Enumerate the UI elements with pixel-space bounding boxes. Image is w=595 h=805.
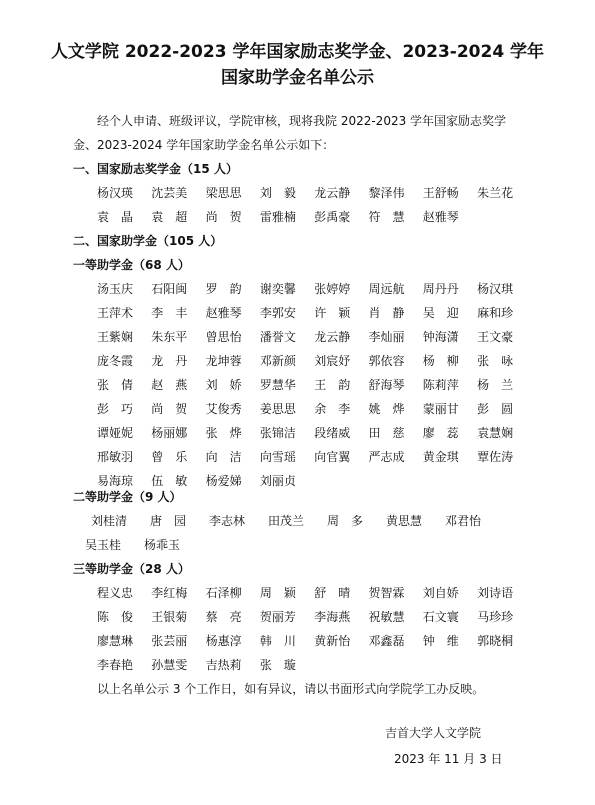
name-row — [0, 207, 595, 227]
recipient-name: 雷雅楠 — [259, 210, 296, 224]
recipient-name: 罗 韵 — [205, 282, 242, 296]
recipient-name: 周丹丹 — [422, 282, 459, 296]
recipient-name: 朱东平 — [151, 330, 188, 344]
recipient-name: 李郭安 — [259, 306, 296, 320]
recipient-name: 刘 娇 — [205, 378, 242, 392]
recipient-name: 钟海潇 — [422, 330, 459, 344]
recipient-name: 张 咏 — [477, 354, 514, 368]
recipient-name: 刘桂清 — [91, 514, 128, 528]
recipient-name: 石阳闽 — [151, 282, 188, 296]
document-title-line-1: 人文学院 2022-2023 学年国家励志奖学金、2023-2024 学年 — [50, 42, 545, 62]
recipient-name: 黄新怡 — [314, 634, 351, 648]
recipient-name: 李志林 — [209, 514, 246, 528]
recipient-name: 李红梅 — [151, 586, 188, 600]
name-row — [0, 631, 595, 651]
recipient-name: 李 丰 — [151, 306, 188, 320]
recipient-name: 蔡 亮 — [205, 610, 242, 624]
recipient-name: 龙坤蓉 — [205, 354, 242, 368]
recipient-name: 刘丽贞 — [259, 474, 296, 488]
recipient-name: 蒙丽甘 — [422, 402, 459, 416]
recipient-name: 潘誉文 — [259, 330, 296, 344]
name-row — [0, 655, 595, 675]
recipient-name: 王 韵 — [314, 378, 351, 392]
recipient-name: 周 颖 — [259, 586, 296, 600]
recipient-name: 曾思怡 — [205, 330, 242, 344]
recipient-name: 王萍术 — [97, 306, 134, 320]
recipient-name: 王舒畅 — [422, 186, 459, 200]
recipient-name: 田茂兰 — [268, 514, 305, 528]
recipient-name: 陈 俊 — [97, 610, 134, 624]
name-row — [0, 447, 595, 467]
recipient-name: 王文豪 — [477, 330, 514, 344]
recipient-name: 杨汉瑛 — [97, 186, 134, 200]
recipient-name: 汤玉庆 — [97, 282, 134, 296]
recipient-name: 庞冬霞 — [97, 354, 134, 368]
recipient-name: 吴玉桂 — [85, 538, 122, 552]
recipient-name: 刘自娇 — [422, 586, 459, 600]
recipient-name: 伍 敏 — [151, 474, 188, 488]
grant-heading: 二、国家助学金（105 人） — [73, 234, 223, 248]
name-row — [0, 279, 595, 299]
name-row — [0, 351, 595, 371]
recipient-name: 尚 贺 — [205, 210, 242, 224]
recipient-name: 石文寰 — [422, 610, 459, 624]
recipient-name: 袁 超 — [151, 210, 188, 224]
recipient-name: 尚 贺 — [151, 402, 188, 416]
recipient-name: 向官翼 — [314, 450, 351, 464]
recipient-name: 黄思慧 — [386, 514, 423, 528]
recipient-name: 艾俊秀 — [205, 402, 242, 416]
recipient-name: 王银菊 — [151, 610, 188, 624]
recipient-name: 韩 川 — [259, 634, 296, 648]
name-row — [0, 327, 595, 347]
recipient-name: 吉热莉 — [205, 658, 242, 672]
recipient-name: 张芸丽 — [151, 634, 188, 648]
recipient-name: 赵雅琴 — [422, 210, 459, 224]
name-row — [0, 423, 595, 443]
signature-org: 吉首大学人文学院 — [385, 726, 482, 740]
recipient-name: 彭 巧 — [97, 402, 134, 416]
recipient-name: 杨丽娜 — [151, 426, 188, 440]
recipient-name: 郭依容 — [368, 354, 405, 368]
recipient-name: 邓君怡 — [445, 514, 482, 528]
recipient-name: 袁慧娴 — [477, 426, 514, 440]
name-row — [0, 183, 595, 203]
recipient-name: 赵 燕 — [151, 378, 188, 392]
recipient-name: 邢敏羽 — [97, 450, 134, 464]
third-class-heading: 三等助学金（28 人） — [73, 562, 190, 576]
recipient-name: 余 李 — [314, 402, 351, 416]
recipient-name: 彭 圆 — [477, 402, 514, 416]
recipient-name: 杨 兰 — [477, 378, 514, 392]
recipient-name: 李海燕 — [314, 610, 351, 624]
recipient-name: 姚 烨 — [368, 402, 405, 416]
recipient-name: 周远航 — [368, 282, 405, 296]
name-row — [0, 535, 595, 555]
recipient-name: 覃佐涛 — [477, 450, 514, 464]
intro-line-2: 金、2023-2024 学年国家助学金名单公示如下： — [73, 138, 335, 152]
recipient-name: 姜思思 — [259, 402, 296, 416]
recipient-name: 孙慧雯 — [151, 658, 188, 672]
recipient-name: 梁思思 — [205, 186, 242, 200]
recipient-name: 张 璇 — [259, 658, 296, 672]
recipient-name: 李春艳 — [97, 658, 134, 672]
recipient-name: 龙 丹 — [151, 354, 188, 368]
recipient-name: 廖 蕊 — [422, 426, 459, 440]
recipient-name: 向 洁 — [205, 450, 242, 464]
name-row — [0, 511, 595, 531]
recipient-name: 严志成 — [368, 450, 405, 464]
recipient-name: 赵雅琴 — [205, 306, 242, 320]
recipient-name: 刘宸妤 — [314, 354, 351, 368]
document-title-line-2: 国家助学金名单公示 — [221, 68, 374, 88]
recipient-name: 杨汉琪 — [477, 282, 514, 296]
recipient-name: 钟 维 — [422, 634, 459, 648]
recipient-name: 贺智霖 — [368, 586, 405, 600]
second-class-heading: 二等助学金（9 人） — [73, 490, 182, 504]
recipient-name: 袁 晶 — [97, 210, 134, 224]
recipient-name: 李灿丽 — [368, 330, 405, 344]
name-row — [0, 375, 595, 395]
recipient-name: 马珍珍 — [477, 610, 514, 624]
recipient-name: 谭娅妮 — [97, 426, 134, 440]
recipient-name: 郭晓桐 — [477, 634, 514, 648]
recipient-name: 张 烨 — [205, 426, 242, 440]
recipient-name: 吴 迎 — [422, 306, 459, 320]
recipient-name: 廖慧琳 — [97, 634, 134, 648]
recipient-name: 沈芸美 — [151, 186, 188, 200]
recipient-name: 张婷婷 — [314, 282, 351, 296]
recipient-name: 杨 柳 — [422, 354, 459, 368]
recipient-name: 田 慈 — [368, 426, 405, 440]
recipient-name: 杨惠淳 — [205, 634, 242, 648]
recipient-name: 符 慧 — [368, 210, 405, 224]
recipient-name: 段绪威 — [314, 426, 351, 440]
intro-line-1: 经个人申请、班级评议，学院审核，现将我院 2022-2023 学年国家励志奖学 — [97, 114, 507, 128]
recipient-name: 肖 静 — [368, 306, 405, 320]
recipient-name: 陈莉萍 — [422, 378, 459, 392]
recipient-name: 贺丽芳 — [259, 610, 296, 624]
recipient-name: 石泽柳 — [205, 586, 242, 600]
recipient-name: 张锦洁 — [259, 426, 296, 440]
recipient-name: 龙云静 — [314, 186, 351, 200]
recipient-name: 刘 毅 — [259, 186, 296, 200]
recipient-name: 龙云静 — [314, 330, 351, 344]
closing-notice: 以上名单公示 3 个工作日，如有异议，请以书面形式向学院学工办反映。 — [97, 682, 485, 696]
recipient-name: 黎泽伟 — [368, 186, 405, 200]
recipient-name: 向雪瑶 — [259, 450, 296, 464]
recipient-name: 王紫娴 — [97, 330, 134, 344]
name-row — [0, 607, 595, 627]
recipient-name: 彭禹豪 — [314, 210, 351, 224]
name-row — [0, 583, 595, 603]
scholarship-heading: 一、国家励志奖学金（15 人） — [73, 162, 238, 176]
recipient-name: 朱兰花 — [477, 186, 514, 200]
recipient-name: 舒 晴 — [314, 586, 351, 600]
recipient-name: 邓新颜 — [259, 354, 296, 368]
recipient-name: 邓鑫磊 — [368, 634, 405, 648]
recipient-name: 谢奕馨 — [259, 282, 296, 296]
recipient-name: 杨爱娣 — [205, 474, 242, 488]
first-class-heading: 一等助学金（68 人） — [73, 258, 190, 272]
signature-date: 2023 年 11 月 3 日 — [394, 752, 503, 766]
recipient-name: 许 颖 — [314, 306, 351, 320]
name-row — [0, 303, 595, 323]
recipient-name: 祝敏慧 — [368, 610, 405, 624]
recipient-name: 黄金琪 — [422, 450, 459, 464]
recipient-name: 舒海琴 — [368, 378, 405, 392]
name-row — [0, 399, 595, 419]
recipient-name: 麻和珍 — [477, 306, 514, 320]
recipient-name: 程义忠 — [97, 586, 134, 600]
recipient-name: 易海琼 — [97, 474, 134, 488]
recipient-name: 杨乖玉 — [144, 538, 181, 552]
recipient-name: 刘诗语 — [477, 586, 514, 600]
recipient-name: 周 多 — [327, 514, 364, 528]
recipient-name: 唐 园 — [150, 514, 187, 528]
recipient-name: 罗慧华 — [259, 378, 296, 392]
recipient-name: 曾 乐 — [151, 450, 188, 464]
recipient-name: 张 倩 — [97, 378, 134, 392]
